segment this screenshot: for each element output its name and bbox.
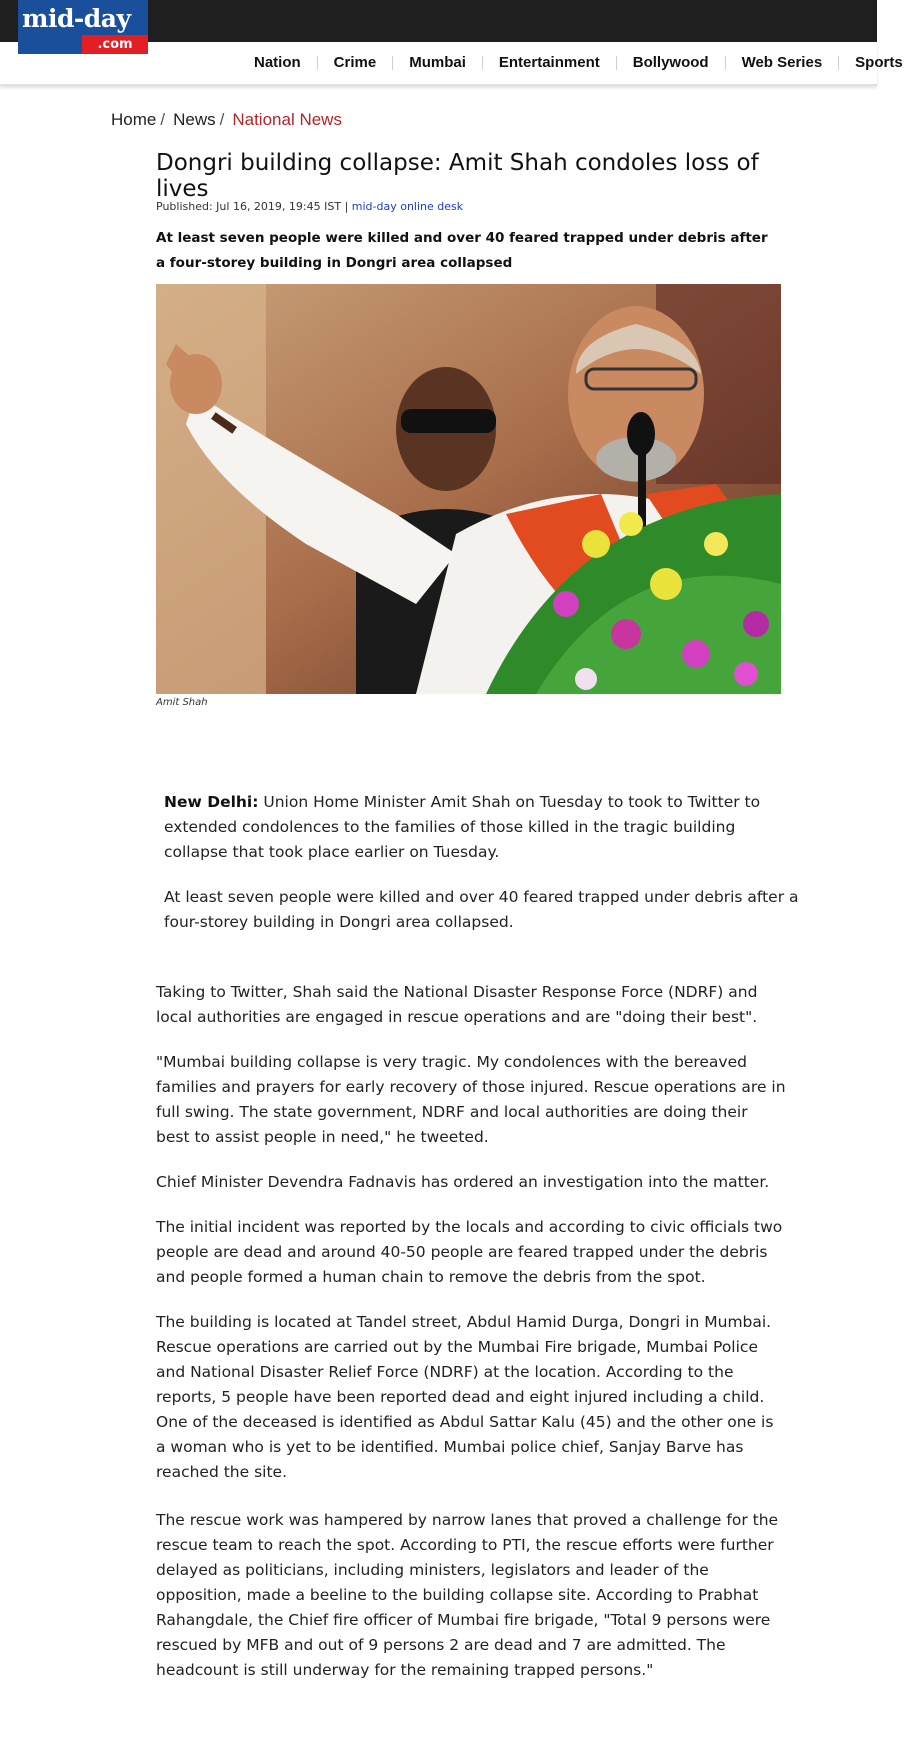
article-standfirst: At least seven people were killed and over 40 feared trapped under debris after a four-storey building in Dongri area collapsed bbox=[156, 230, 768, 271]
nav-item-bollywood[interactable]: Bollywood bbox=[616, 56, 725, 70]
article-paragraph: "Mumbai building collapse is very tragic. My condolences with the bereaved families and prayers for early recovery of those injured. Rescue operations are in full swing. The state government, NDRF and local authorities are doing their best to assist people in need," he tweeted. bbox=[156, 1053, 786, 1146]
article-paragraph: The initial incident was reported by the locals and according to civic officials two people are dead and around 40-50 people are feared trapped under the debris and people formed a human chain to remove the debris from the spot. bbox=[156, 1218, 783, 1286]
meta-divider: | bbox=[344, 200, 349, 213]
nav-item-sports[interactable]: Sports bbox=[838, 56, 919, 70]
breadcrumb-separator: / bbox=[219, 110, 225, 129]
dateline: New Delhi: bbox=[164, 793, 259, 811]
site-logo[interactable] bbox=[18, 0, 148, 54]
article-paragraph: Taking to Twitter, Shah said the National Disaster Response Force (NDRF) and local authorities are engaged in rescue operations and are "doing their best". bbox=[156, 983, 758, 1026]
breadcrumb-home[interactable]: Home bbox=[111, 110, 157, 129]
article-paragraph: The building is located at Tandel street, Abdul Hamid Durga, Dongri in Mumbai. Rescue operations are carried out by the Mumbai Fire brigade, Mumbai Police and National Disaster Relief Force (NDRF) at the location. According to the reports, 5 people have been reported dead and eight injured including a child. One of the deceased is identified as Abdul Sattar Kalu (45) and the other one is a woman who is yet to be identified. Mumbai police chief, Sanjay Barve has reached the site. bbox=[156, 1313, 774, 1481]
nav-item-nation[interactable]: Nation bbox=[254, 54, 301, 71]
breadcrumb-news[interactable]: News bbox=[173, 110, 216, 129]
breadcrumb bbox=[111, 110, 342, 130]
breadcrumb-national-news[interactable]: National News bbox=[232, 110, 342, 129]
article-paragraph: At least seven people were killed and over 40 feared trapped under debris after a four-storey building in Dongri area collapsed. bbox=[164, 888, 799, 931]
lead-text: Union Home Minister Amit Shah on Tuesday to took to Twitter to extended condolences to the families of those killed in the tragic building collapse that took place earlier on Tuesday. bbox=[164, 793, 761, 861]
article-title: Dongri building collapse: Amit Shah condoles loss of lives bbox=[156, 150, 759, 202]
author-link[interactable]: mid-day online desk bbox=[351, 200, 464, 213]
nav-item-entertainment[interactable]: Entertainment bbox=[482, 56, 616, 70]
logo-text: mid-day bbox=[22, 4, 131, 33]
logo-subtext: .com bbox=[82, 35, 148, 54]
article-paragraph-lead bbox=[164, 790, 799, 865]
nav-item-web-series[interactable]: Web Series bbox=[725, 56, 839, 70]
image-caption: Amit Shah bbox=[156, 697, 208, 708]
hero-image-illustration bbox=[156, 284, 781, 694]
published-label: Published: bbox=[156, 200, 213, 213]
article-paragraph: The rescue work was hampered by narrow lanes that proved a challenge for the rescue team to reach the spot. According to PTI, the rescue efforts were further delayed as politicians, including ministers, legislators and leader of the opposition, made a beeline to the building collapse site. According to Prabhat Rahangdale, the Chief fire officer of Mumbai fire brigade, "Total 9 persons were rescued by MFB and out of 9 persons 2 are dead and 7 are admitted. The headcount is still underway for the remaining trapped persons." bbox=[156, 1511, 779, 1679]
nav-item-mumbai[interactable]: Mumbai bbox=[392, 56, 482, 70]
breadcrumb-separator: / bbox=[160, 110, 166, 129]
article-meta bbox=[156, 200, 463, 213]
published-date: Jul 16, 2019, 19:45 IST bbox=[216, 200, 342, 213]
article-paragraph: Chief Minister Devendra Fadnavis has ordered an investigation into the matter. bbox=[156, 1173, 770, 1191]
nav-item-crime[interactable]: Crime bbox=[317, 56, 393, 70]
article-hero-image bbox=[156, 284, 781, 694]
